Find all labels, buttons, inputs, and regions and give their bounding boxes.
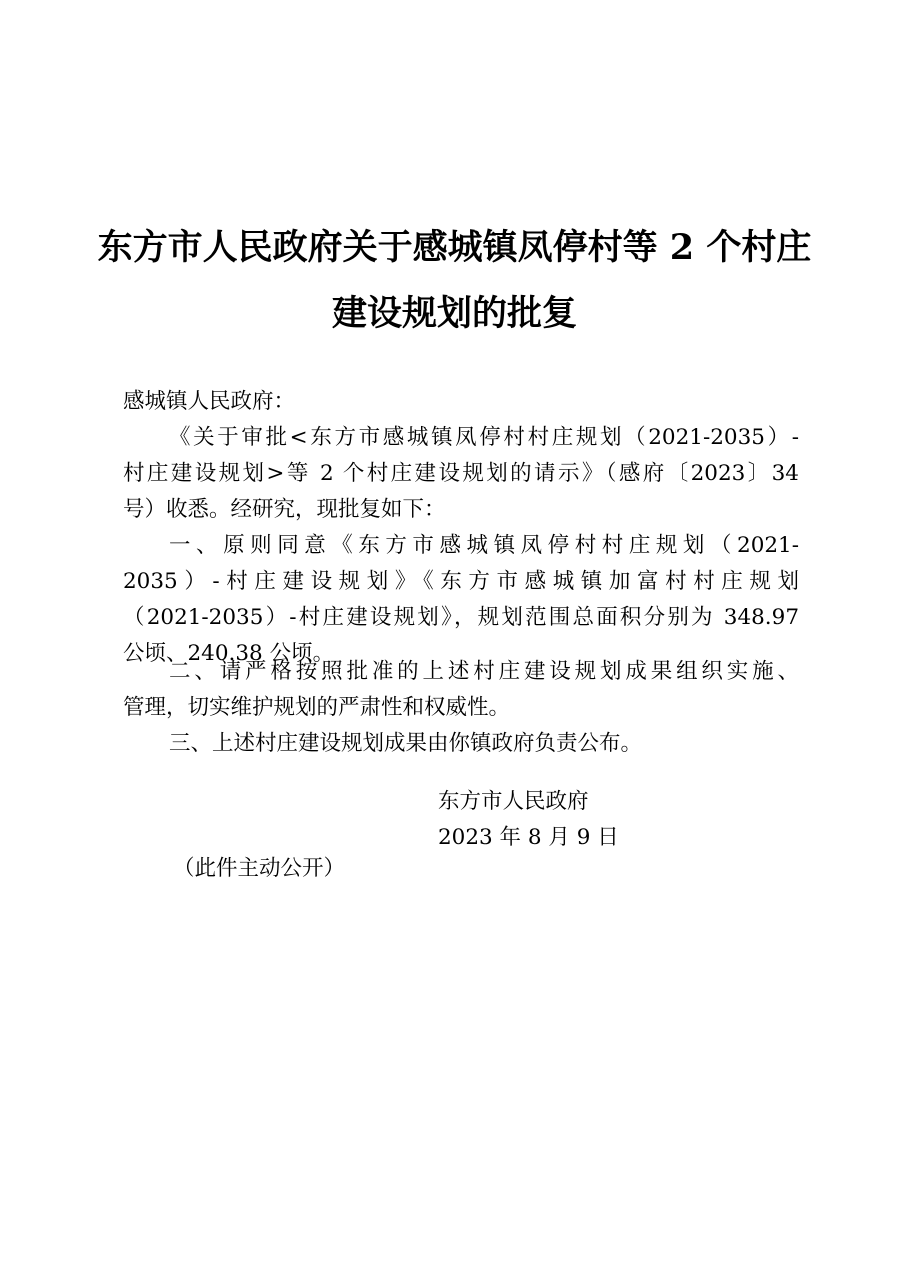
paragraph-4-line-1: 三、上述村庄建设规划成果由你镇政府负责公布。 xyxy=(169,731,643,756)
paragraph-3 xyxy=(123,654,799,726)
paragraph-1-line-2: 村庄建设规划>等 2 个村庄建设规划的请示》（感府〔2023〕34 xyxy=(123,461,799,486)
salutation: 感城镇人民政府： xyxy=(123,389,296,414)
document-title-line-2: 建设规划的批复 xyxy=(331,293,577,334)
paragraph-2 xyxy=(123,528,799,672)
public-disclosure-note: （此件主动公开） xyxy=(173,856,346,881)
signature-date: 2023 年 8 月 9 日 xyxy=(438,825,619,850)
paragraph-1 xyxy=(123,420,799,528)
paragraph-2-line-1: 一、原则同意《东方市感城镇凤停村村庄规划（2021- xyxy=(169,533,799,558)
paragraph-1-line-3: 号）收悉。经研究，现批复如下： xyxy=(123,497,446,522)
paragraph-2-line-4: 公顷、240.38 公顷。 xyxy=(123,641,335,666)
paragraph-4 xyxy=(123,726,799,762)
paragraph-1-line-1: 《关于审批<东方市感城镇凤停村村庄规划（2021-2035）- xyxy=(169,425,799,450)
paragraph-2-line-3: （2021-2035）-村庄建设规划》，规划范围总面积分别为 348.97 xyxy=(123,605,799,630)
document-title-line-1: 东方市人民政府关于感城镇凤停村等 2 个村庄 xyxy=(97,227,812,268)
paragraph-2-line-2: 2035）-村庄建设规划》《东方市感城镇加富村村庄规划 xyxy=(123,569,799,594)
paragraph-3-line-2: 管理，切实维护规划的严肃性和权威性。 xyxy=(123,695,511,720)
paragraph-3-line-1: 二、请严格按照批准的上述村庄建设规划成果组织实施、 xyxy=(169,659,799,684)
signature-organization: 东方市人民政府 xyxy=(438,789,589,814)
